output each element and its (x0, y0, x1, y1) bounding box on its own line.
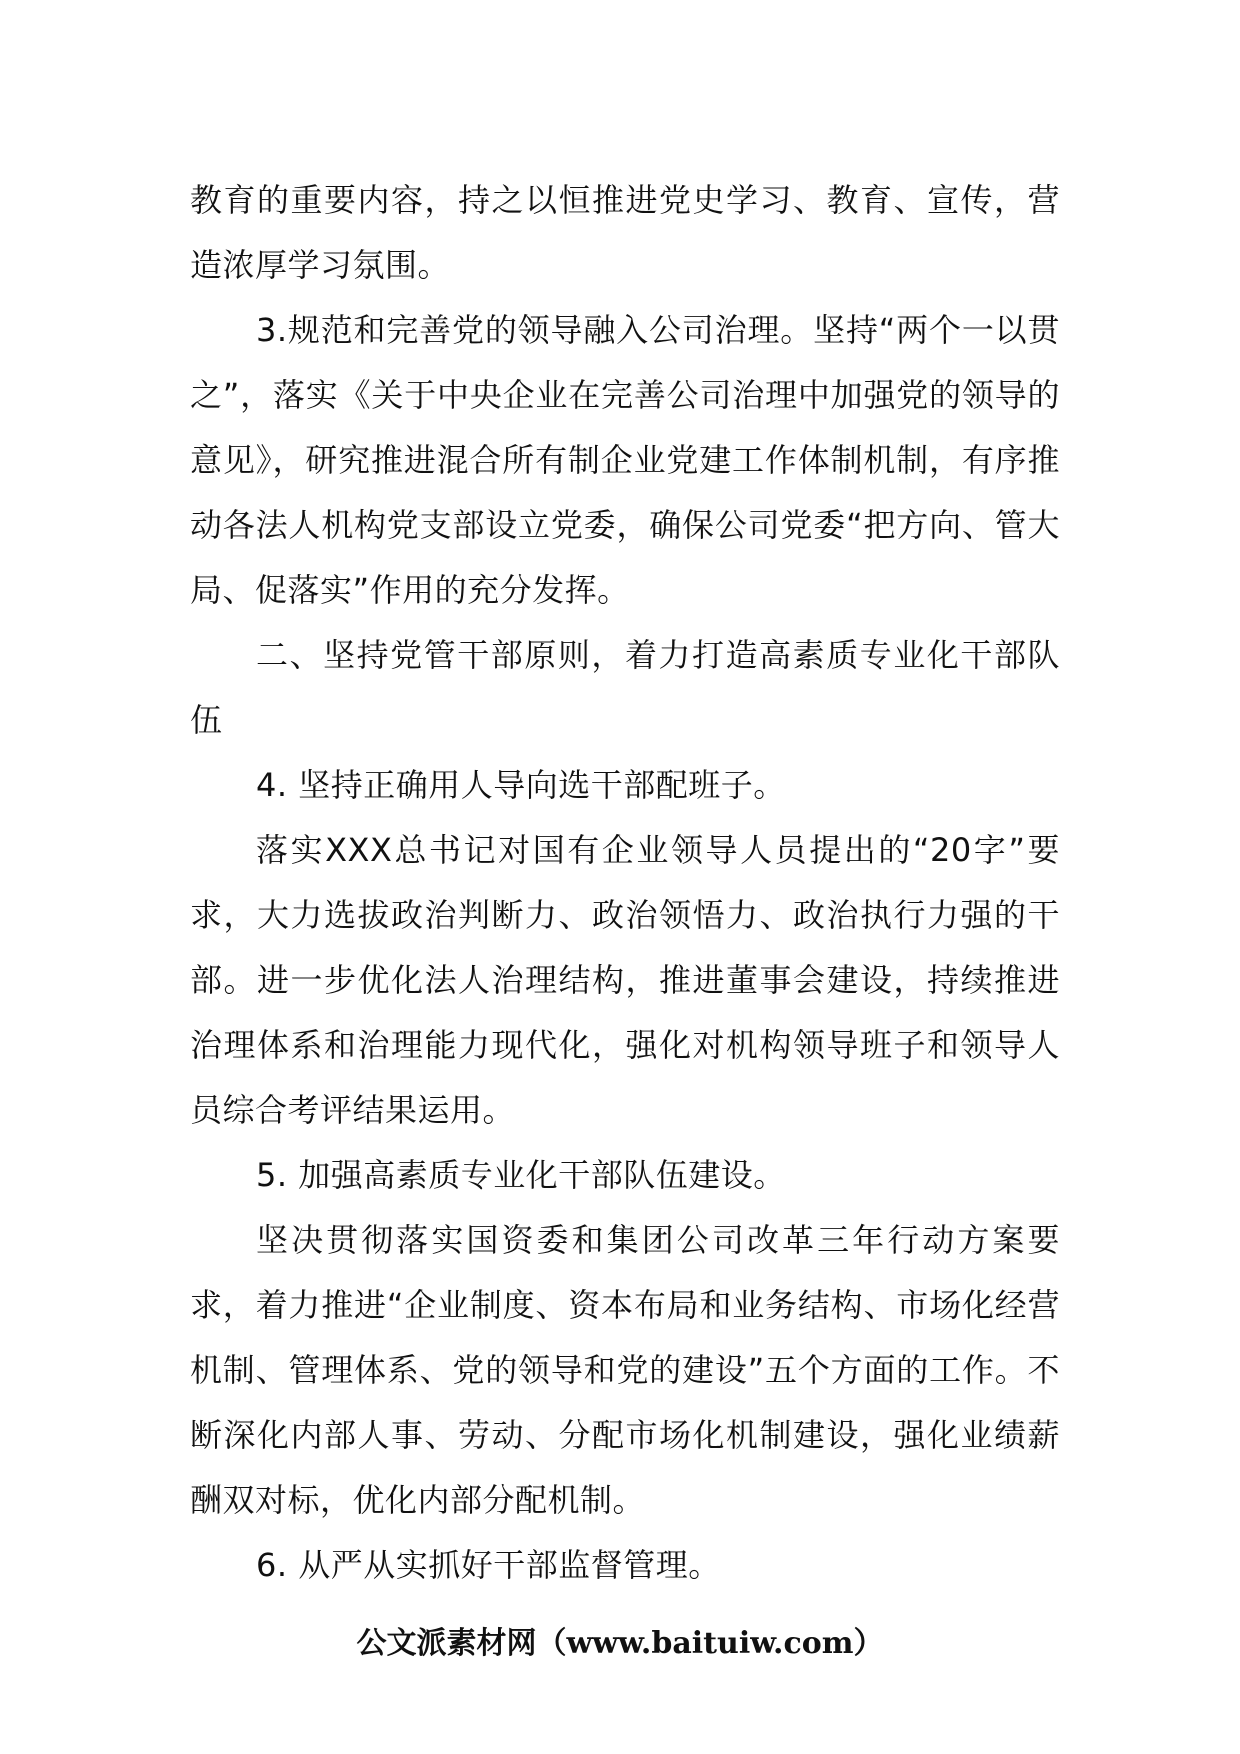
section-heading-2: 二、坚持党管干部原则，着力打造高素质专业化干部队伍 (190, 636, 1060, 739)
paragraph-item-4-body: 落实XXX总书记对国有企业领导人员提出的“20字”要求，大力选拔政治判断力、政治领悟力、政治执行力强的干部。进一步优化法人治理结构，推进董事会建设，持续推进治理体系和治理能力现代化，强化对机构领导班子和领导人员综合考评结果运用。 (190, 831, 1060, 1129)
document-body (190, 168, 1060, 1598)
paragraph-item-5-body: 坚决贯彻落实国资委和集团公司改革三年行动方案要求，着力推进“企业制度、资本布局和业务结构、市场化经营机制、管理体系、党的领导和党的建设”五个方面的工作。不断深化内部人事、劳动、分配市场化机制建设，强化业绩薪酬双对标，优化内部分配机制。 (190, 1221, 1060, 1519)
subheading-item-6: 6. 从严从实抓好干部监督管理。 (256, 1546, 721, 1584)
paragraph-continuation: 教育的重要内容，持之以恒推进党史学习、教育、宣传，营造浓厚学习氛围。 (190, 181, 1060, 284)
paragraph-item-3: 3.规范和完善党的领导融入公司治理。坚持“两个一以贯之”，落实《关于中央企业在完善公司治理中加强党的领导的意见》，研究推进混合所有制企业党建工作体制机制，有序推动各法人机构党支部设立党委，确保公司党委“把方向、管大局、促落实”作用的充分发挥。 (190, 311, 1060, 609)
subheading-item-4: 4. 坚持正确用人导向选干部配班子。 (256, 766, 786, 804)
subheading-item-5: 5. 加强高素质专业化干部队伍建设。 (256, 1156, 786, 1194)
footer-watermark: 公文派素材网（www.baituiw.com） (356, 1626, 884, 1661)
